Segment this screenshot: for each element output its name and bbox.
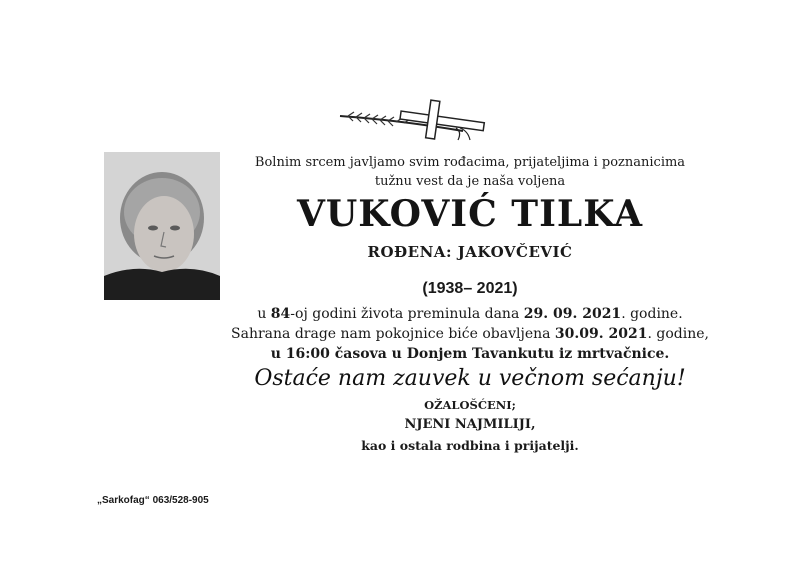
age-value: 84 (270, 306, 291, 322)
intro-line-1: Bolnim srcem javljamo svim rođacima, prijateljima i poznanicima (254, 155, 686, 170)
death-line: u 84-oj godini života preminula dana 29. 09. 2021. godine. (257, 306, 683, 322)
mourners-label: OŽALOŠĆENI; (424, 398, 516, 412)
burial-date: 30.09. 2021 (554, 326, 648, 342)
burial-time-place: u 16:00 časova u Donjem Tavankutu iz mrtvačnice. (270, 346, 670, 362)
intro-line-2: tužnu vest da je naša voljena (374, 174, 566, 189)
death-date: 29. 09. 2021 (523, 306, 622, 322)
burial-line: Sahrana drage nam pokojnice biće obavljena 30.09. 2021. godine, (231, 326, 709, 342)
other-relatives: kao i ostala rodbina i prijatelji. (361, 438, 579, 453)
funeral-company-footer: „Sarkofag“ 063/528-905 (97, 495, 209, 506)
cross-with-palm-branch-icon (338, 98, 488, 144)
maiden-name: ROĐENA: JAKOVČEVIĆ (367, 243, 573, 261)
closest-family: NJENI NAJMILIJI, (404, 417, 536, 432)
life-years: (1938– 2021) (422, 280, 518, 297)
memorial-phrase: Ostaće nam zauvek u večnom sećanju! (254, 366, 686, 391)
deceased-name: VUKOVIĆ TILKA (296, 193, 644, 235)
